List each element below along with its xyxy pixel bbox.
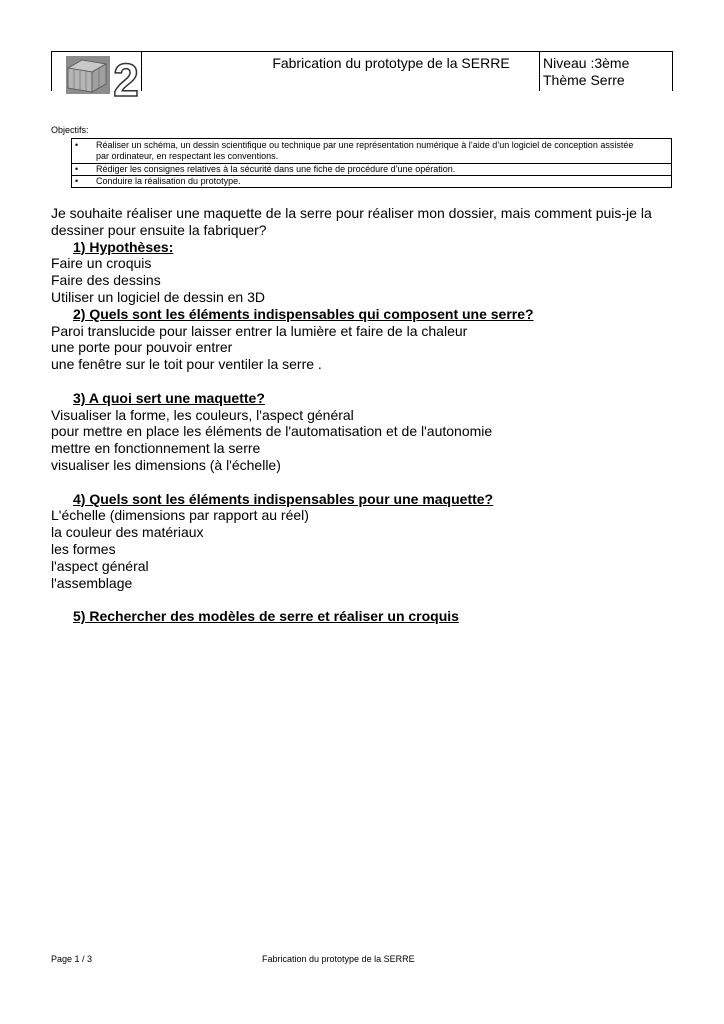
- body-line: mettre en fonctionnement la serre: [51, 440, 261, 457]
- blank-line: [51, 474, 681, 491]
- objectives-box: [71, 138, 672, 188]
- header-top-border: [51, 51, 673, 52]
- bullet-icon: •: [75, 164, 79, 174]
- header-title: Fabrication du prototype de la SERRE: [272, 55, 510, 71]
- section-heading: 2) Quels sont les éléments indispensables qui composent une serre?: [73, 305, 534, 322]
- body-line: visualiser les dimensions (à l'échelle): [51, 456, 281, 473]
- body-line: une fenêtre sur le toit pour ventiler la serre .: [51, 356, 322, 373]
- header-border-left: [51, 51, 52, 91]
- blank-line: [51, 373, 681, 390]
- objective-text: Réaliser un schéma, un dessin scientifique ou technique par une représentation numérique à l’aide d’un logiciel de conception assistée par ordinateur, en respectant les conventions.: [96, 140, 634, 161]
- body-line: l'aspect général: [51, 557, 149, 574]
- section-heading: 1) Hypothèses:: [73, 238, 174, 255]
- body-line: L'échelle (dimensions par rapport au réel): [51, 507, 309, 524]
- section-heading: 4) Quels sont les éléments indispensables pour une maquette?: [73, 490, 494, 507]
- body-line: la couleur des matériaux: [51, 524, 204, 541]
- document-body: [51, 205, 681, 625]
- logo-number: [113, 54, 139, 98]
- body-line: Faire un croquis: [51, 255, 152, 272]
- body-line: pour mettre en place les éléments de l'automatisation et de l'autonomie: [51, 423, 493, 440]
- body-line: l'assemblage: [51, 574, 133, 591]
- objectives-label: Objectifs:: [51, 125, 89, 135]
- body-line: les formes: [51, 540, 116, 557]
- body-line: Utiliser un logiciel de dessin en 3D: [51, 288, 265, 305]
- bullet-icon: •: [75, 140, 79, 150]
- body-line: Paroi translucide pour laisser entrer la lumière et faire de la chaleur: [51, 322, 468, 339]
- footer-title: Fabrication du prototype de la SERRE: [262, 954, 415, 964]
- header-border-right: [672, 51, 673, 91]
- header-theme: Thème Serre: [543, 72, 625, 88]
- body-line: Visualiser la forme, les couleurs, l'aspect général: [51, 406, 354, 423]
- body-line: une porte pour pouvoir entrer: [51, 339, 233, 356]
- footer-page-number: Page 1 / 3: [51, 954, 93, 964]
- header-level-block: [543, 55, 629, 89]
- greenhouse-logo: [64, 54, 142, 98]
- bullet-icon: •: [75, 176, 79, 186]
- header-table: [51, 51, 673, 98]
- svg-text:2: 2: [113, 54, 139, 98]
- blank-line: [51, 591, 681, 608]
- objective-text: Rédiger les consignes relatives à la sécurité dans une fiche de procédure d’une opération.: [96, 164, 456, 174]
- body-line: Faire des dessins: [51, 272, 161, 289]
- section-heading: 3) A quoi sert une maquette?: [73, 389, 265, 406]
- objective-text: Conduire la réalisation du prototype.: [96, 176, 241, 186]
- section-heading: 5) Rechercher des modèles de serre et réaliser un croquis: [73, 608, 459, 625]
- intro-paragraph: Je souhaite réaliser une maquette de la serre pour réaliser mon dossier, mais comment puis-je la dessiner pour ensuite la fabriquer?: [51, 205, 652, 238]
- header-level: Niveau :3ème: [543, 55, 630, 71]
